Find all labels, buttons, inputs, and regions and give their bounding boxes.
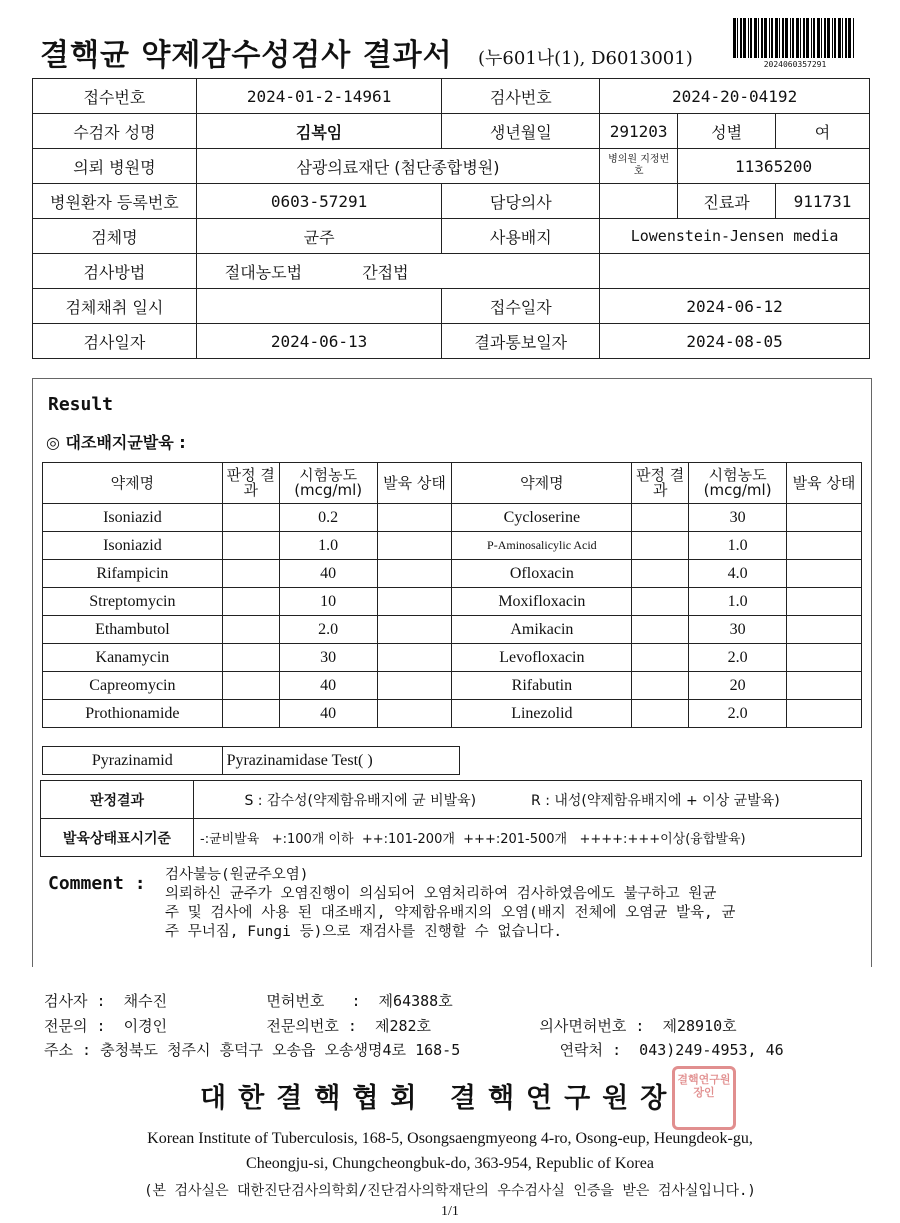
hospital-code-label: 병의원 지정번호 <box>600 149 678 184</box>
barcode-bar <box>845 18 847 58</box>
table-row <box>43 588 862 616</box>
test-concentration: 10 <box>279 588 377 616</box>
collect-date-label: 검체채취 일시 <box>33 289 197 324</box>
test-concentration: 1.0 <box>689 588 787 616</box>
patient-info-table <box>32 78 870 359</box>
test-concentration: 20 <box>689 672 787 700</box>
barcode-bar <box>834 18 836 58</box>
method-blank <box>600 254 870 289</box>
barcode-bar <box>754 18 757 58</box>
judge-result <box>222 588 279 616</box>
growth-status <box>377 588 452 616</box>
judge-legend-label: 판정결과 <box>41 781 194 819</box>
doctor-name <box>600 184 678 219</box>
col-drug: 약제명 <box>43 463 223 504</box>
growth-status <box>377 644 452 672</box>
judge-result <box>632 560 689 588</box>
address-line: 주소 : 충청북도 청주시 흥덕구 오송읍 오송생명4로 168-5 연락처 : 043)249-4953, 46 <box>44 1041 784 1059</box>
receive-date-label: 접수일자 <box>442 289 600 324</box>
test-concentration: 30 <box>279 644 377 672</box>
drug-name: Streptomycin <box>43 588 223 616</box>
drug-name: Rifampicin <box>43 560 223 588</box>
drug-name: Linezolid <box>452 700 632 728</box>
medium-name: Lowenstein-Jensen media <box>600 219 870 254</box>
result-heading: Result <box>48 394 114 415</box>
method-value <box>196 254 599 289</box>
judge-s: S : 감수성(약제함유배지에 균 비발육) <box>244 792 477 809</box>
barcode-bar <box>771 18 773 58</box>
col-growth: 발육 상태 <box>377 463 452 504</box>
judge-result <box>222 672 279 700</box>
patient-name: 김복임 <box>196 114 442 149</box>
comment-line: 검사불능(원균주오염) <box>165 867 309 883</box>
barcode-bar <box>853 18 854 58</box>
sex-label: 성별 <box>678 114 776 149</box>
growth-status <box>377 616 452 644</box>
col-growth: 발육 상태 <box>787 463 862 504</box>
barcode-bar <box>782 18 784 58</box>
drug-susceptibility-table <box>42 462 862 728</box>
method-2: 간접법 <box>362 262 409 282</box>
certification-note: (본 검사실은 대한진단검사의학회/진단검사의학재단의 우수검사실 인증을 받은 검사실입니다.) <box>144 1183 756 1199</box>
reception-no: 2024-01-2-14961 <box>196 79 442 114</box>
comment-body <box>165 866 855 942</box>
growth-status <box>377 672 452 700</box>
judge-result <box>632 588 689 616</box>
test-date-label: 검사일자 <box>33 324 197 359</box>
birth-date: 291203 <box>600 114 678 149</box>
growth-status <box>787 644 862 672</box>
birth-label: 생년월일 <box>442 114 600 149</box>
hospital-code: 11365200 <box>678 149 870 184</box>
growth-status <box>787 560 862 588</box>
barcode-bar <box>838 18 841 58</box>
drug-name: Rifabutin <box>452 672 632 700</box>
barcode-bar <box>832 18 833 58</box>
barcode-bar <box>813 18 815 58</box>
judge-result <box>222 560 279 588</box>
barcode-bar <box>811 18 812 58</box>
specimen-name: 균주 <box>196 219 442 254</box>
hospital-label: 의뢰 병원명 <box>33 149 197 184</box>
specimen-label: 검체명 <box>33 219 197 254</box>
barcode-bar <box>800 18 801 58</box>
table-row <box>43 504 862 532</box>
receive-date: 2024-06-12 <box>600 289 870 324</box>
barcode-bar <box>806 18 809 58</box>
judge-result <box>222 532 279 560</box>
barcode-bar <box>785 18 788 58</box>
drug-name: Capreomycin <box>43 672 223 700</box>
col-drug: 약제명 <box>452 463 632 504</box>
judge-result <box>222 504 279 532</box>
judge-result <box>632 532 689 560</box>
drug-name: Cycloserine <box>452 504 632 532</box>
table-row <box>43 532 862 560</box>
page-number: 1/1 <box>441 1204 459 1219</box>
barcode-bar <box>796 18 799 58</box>
test-concentration: 2.0 <box>689 644 787 672</box>
specialist-line: 전문의 : 이경인 전문의번호 : 제282호 의사면허번호 : 제28910호 <box>44 1017 737 1035</box>
barcode-bar <box>733 18 736 58</box>
pyrazinamide-table <box>42 746 460 775</box>
barcode-number: 2024060357291 <box>763 60 827 69</box>
sex-value: 여 <box>776 114 870 149</box>
judge-result <box>222 644 279 672</box>
patient-name-label: 수검자 성명 <box>33 114 197 149</box>
barcode-bar <box>748 18 749 58</box>
patient-reg-no: 0603-57291 <box>196 184 442 219</box>
growth-status <box>377 700 452 728</box>
barcode-bar <box>821 18 822 58</box>
official-seal-icon: 결핵연구원장인 <box>672 1066 736 1130</box>
reception-no-label: 접수번호 <box>33 79 197 114</box>
drug-name: P-Aminosalicylic Acid <box>452 532 632 560</box>
drug-name: Kanamycin <box>43 644 223 672</box>
barcode-bar <box>817 18 820 58</box>
barcode-bar <box>848 18 851 58</box>
col-conc: 시험농도 (mcg/ml) <box>279 463 377 504</box>
pza-test: Pyrazinamidase Test( ) <box>222 747 459 775</box>
growth-status <box>377 560 452 588</box>
document-title: 결핵균 약제감수성검사 결과서 <box>40 38 453 73</box>
comment-line: 의뢰하신 균주가 오염진행이 의심되어 오염처리하여 검사하였음에도 불구하고 원균 <box>165 886 717 902</box>
col-conc: 시험농도 (mcg/ml) <box>689 463 787 504</box>
comment-line: 주 무너짐, Fungi 등)으로 재검사를 진행할 수 없습니다. <box>165 924 563 940</box>
test-date: 2024-06-13 <box>196 324 442 359</box>
drug-name: Isoniazid <box>43 504 223 532</box>
barcode-bar <box>743 18 746 58</box>
barcode-bar <box>824 18 826 58</box>
patient-reg-label: 병원환자 등록번호 <box>33 184 197 219</box>
growth-status <box>787 616 862 644</box>
growth-legend: -:균비발육 +:100개 이하 ++:101-200개 +++:201-500개 ++++:+++이상(융합발육) <box>194 819 862 857</box>
barcode-bar <box>737 18 738 58</box>
judge-legend <box>194 781 862 819</box>
barcode-bar <box>764 18 767 58</box>
drug-name: Levofloxacin <box>452 644 632 672</box>
barcode-bar <box>758 18 759 58</box>
test-concentration: 0.2 <box>279 504 377 532</box>
test-concentration: 40 <box>279 560 377 588</box>
col-judge: 판정 결과 <box>632 463 689 504</box>
test-concentration: 1.0 <box>689 532 787 560</box>
dept-label: 진료과 <box>678 184 776 219</box>
barcode-bar <box>761 18 763 58</box>
hospital-name: 삼광의료재단 (첨단종합병원) <box>196 149 599 184</box>
growth-status <box>377 532 452 560</box>
test-concentration: 1.0 <box>279 532 377 560</box>
judge-result <box>632 504 689 532</box>
dept-code: 911731 <box>776 184 870 219</box>
judge-result <box>632 700 689 728</box>
pza-label: Pyrazinamid <box>43 747 223 775</box>
growth-status <box>787 588 862 616</box>
organization-name: 대한결핵협회 결핵연구원장 <box>200 1083 679 1114</box>
english-address-1: Korean Institute of Tuberculosis, 168-5, Osongsaengmyeong 4-ro, Osong-eup, Heungdeok-gu, <box>147 1130 753 1147</box>
comment-heading: Comment : <box>48 873 146 894</box>
judge-result <box>222 616 279 644</box>
table-row <box>43 616 862 644</box>
barcode-bar <box>842 18 843 58</box>
barcode-bar <box>790 18 791 58</box>
test-no: 2024-20-04192 <box>600 79 870 114</box>
judge-result <box>222 700 279 728</box>
medium-label: 사용배지 <box>442 219 600 254</box>
drug-name: Ofloxacin <box>452 560 632 588</box>
method-label: 검사방법 <box>33 254 197 289</box>
document-code: (누601나(1), D6013001) <box>478 48 693 69</box>
drug-name: Amikacin <box>452 616 632 644</box>
test-concentration: 30 <box>689 504 787 532</box>
report-date-label: 결과통보일자 <box>442 324 600 359</box>
table-row <box>43 560 862 588</box>
test-concentration: 40 <box>279 672 377 700</box>
growth-status <box>377 504 452 532</box>
judge-r: R : 내성(약제함유배지에 + 이상 균발육) <box>531 792 780 809</box>
doctor-label: 담당의사 <box>442 184 600 219</box>
table-row <box>43 644 862 672</box>
comment-line: 주 및 검사에 사용 된 대조배지, 약제함유배지의 오염(배지 전체에 오염균 발육, 균 <box>165 905 736 921</box>
test-concentration: 4.0 <box>689 560 787 588</box>
legend-table <box>40 780 862 857</box>
report-date: 2024-08-05 <box>600 324 870 359</box>
test-concentration: 2.0 <box>689 700 787 728</box>
col-judge: 판정 결과 <box>222 463 279 504</box>
drug-name: Moxifloxacin <box>452 588 632 616</box>
drug-name: Isoniazid <box>43 532 223 560</box>
barcode-bar <box>740 18 742 58</box>
judge-result <box>632 616 689 644</box>
english-address-2: Cheongju-si, Chungcheongbuk-do, 363-954, Republic of Korea <box>246 1155 654 1172</box>
barcode-bar <box>827 18 830 58</box>
barcode-bar <box>775 18 778 58</box>
tester-line: 검사자 : 채수진 면허번호 : 제64388호 <box>44 992 453 1010</box>
barcode-bar <box>803 18 805 58</box>
growth-status <box>787 532 862 560</box>
barcode-bar <box>769 18 770 58</box>
collect-date <box>196 289 442 324</box>
barcode-bar <box>779 18 780 58</box>
growth-status <box>787 504 862 532</box>
growth-status <box>787 672 862 700</box>
test-concentration: 2.0 <box>279 616 377 644</box>
drug-name: Prothionamide <box>43 700 223 728</box>
judge-result <box>632 672 689 700</box>
drug-name: Ethambutol <box>43 616 223 644</box>
growth-legend-label: 발육상태표시기준 <box>41 819 194 857</box>
table-row <box>43 700 862 728</box>
test-no-label: 검사번호 <box>442 79 600 114</box>
growth-status <box>787 700 862 728</box>
judge-result <box>632 644 689 672</box>
table-row <box>43 672 862 700</box>
test-concentration: 30 <box>689 616 787 644</box>
barcode-bar <box>792 18 794 58</box>
test-concentration: 40 <box>279 700 377 728</box>
barcode-icon <box>733 18 857 58</box>
barcode-bar <box>750 18 752 58</box>
method-1: 절대농도법 <box>224 262 303 282</box>
control-growth-heading: ◎ 대조배지균발육 : <box>46 433 186 452</box>
